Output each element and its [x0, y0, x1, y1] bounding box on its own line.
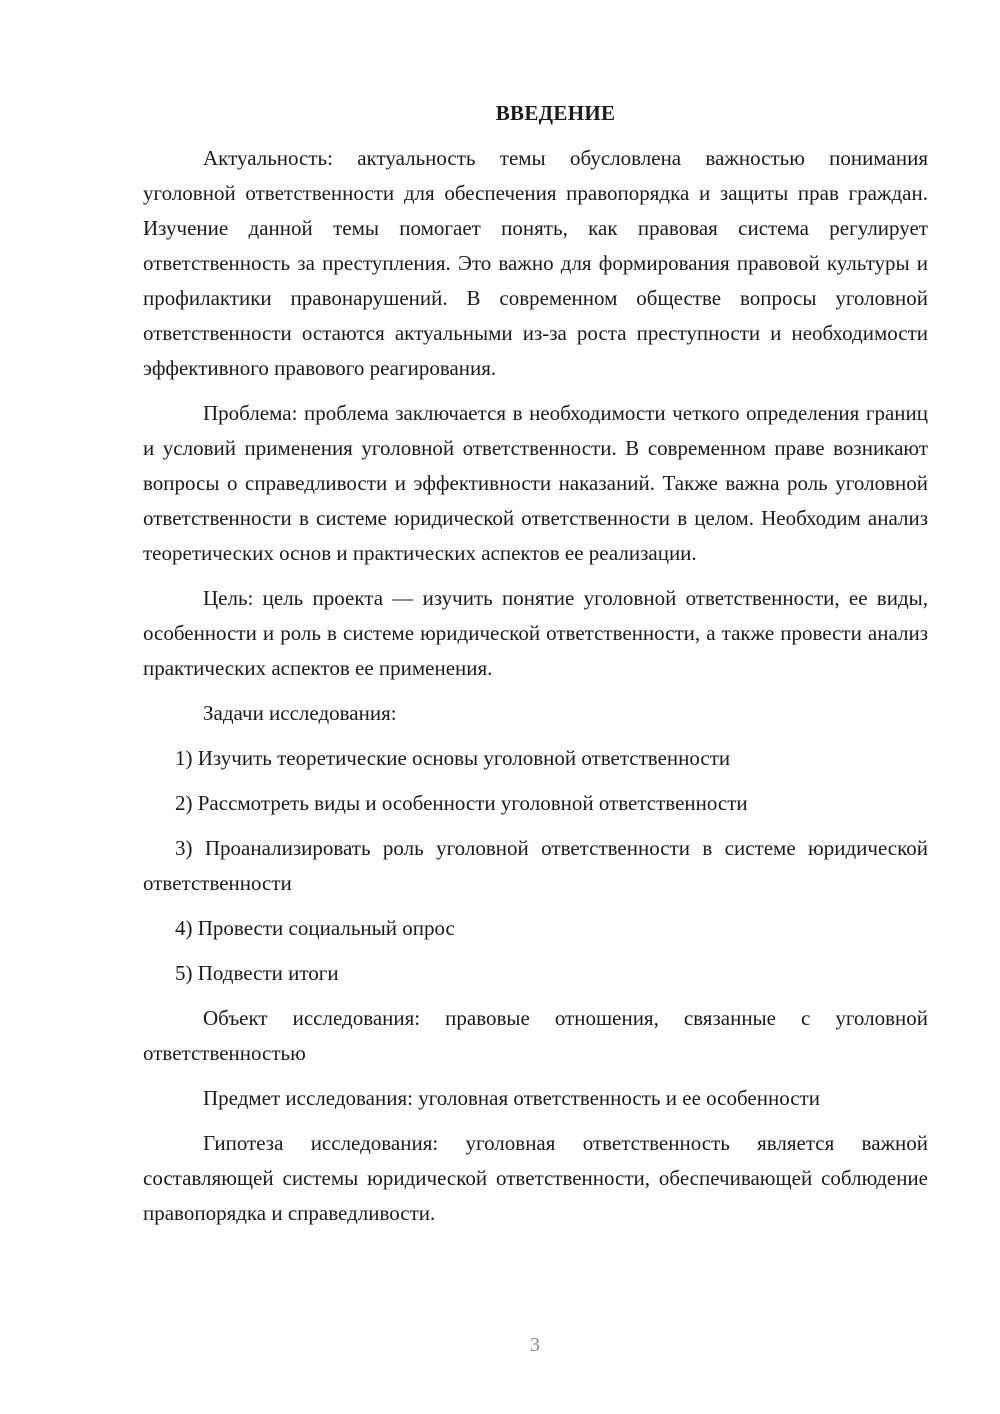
paragraph-subject: Предмет исследования: уголовная ответственность и ее особенности [203, 1086, 820, 1110]
paragraph-object: Объект исследования: правовые отношения, связанные с уголовной ответственностью [143, 1006, 928, 1065]
page-number: 3 [530, 1334, 540, 1356]
paragraph-goal: Цель: цель проекта — изучить понятие уголовной ответственности, ее виды, особенности и роль в системе юридической ответственности, а также провести анализ практических аспектов ее применения. [143, 586, 928, 680]
task-item: 2) Рассмотреть виды и особенности уголовной ответственности [175, 791, 748, 815]
task-item: 4) Провести социальный опрос [175, 916, 455, 940]
document-page [143, 96, 928, 1241]
paragraph-relevance: Актуальность: актуальность темы обусловлена важностью понимания уголовной ответственности для обеспечения правопорядка и защиты прав граждан. Изучение данной темы помогает понять, как правовая система регулирует ответственность за преступления. Это важно для формирования правовой культуры и профилактики правонарушений. В современном обществе вопросы уголовной ответственности остаются актуальными из-за роста преступности и необходимости эффективного правового реагирования. [143, 146, 928, 380]
page-title: ВВЕДЕНИЕ [495, 101, 616, 125]
task-item: 3) Проанализировать роль уголовной ответственности в системе юридической ответственности [143, 836, 928, 895]
task-item: 5) Подвести итоги [175, 961, 339, 985]
paragraph-hypothesis: Гипотеза исследования: уголовная ответственность является важной составляющей системы юридической ответственности, обеспечивающей соблюдение правопорядка и справедливости. [143, 1131, 928, 1225]
paragraph-problem: Проблема: проблема заключается в необходимости четкого определения границ и условий применения уголовной ответственности. В современном праве возникают вопросы о справедливости и эффективности наказаний. Также важна роль уголовной ответственности в системе юридической ответственности в целом. Необходим анализ теоретических основ и практических аспектов ее реализации. [143, 401, 928, 565]
task-item: 1) Изучить теоретические основы уголовной ответственности [175, 746, 731, 770]
paragraph-tasks-heading: Задачи исследования: [203, 701, 397, 725]
